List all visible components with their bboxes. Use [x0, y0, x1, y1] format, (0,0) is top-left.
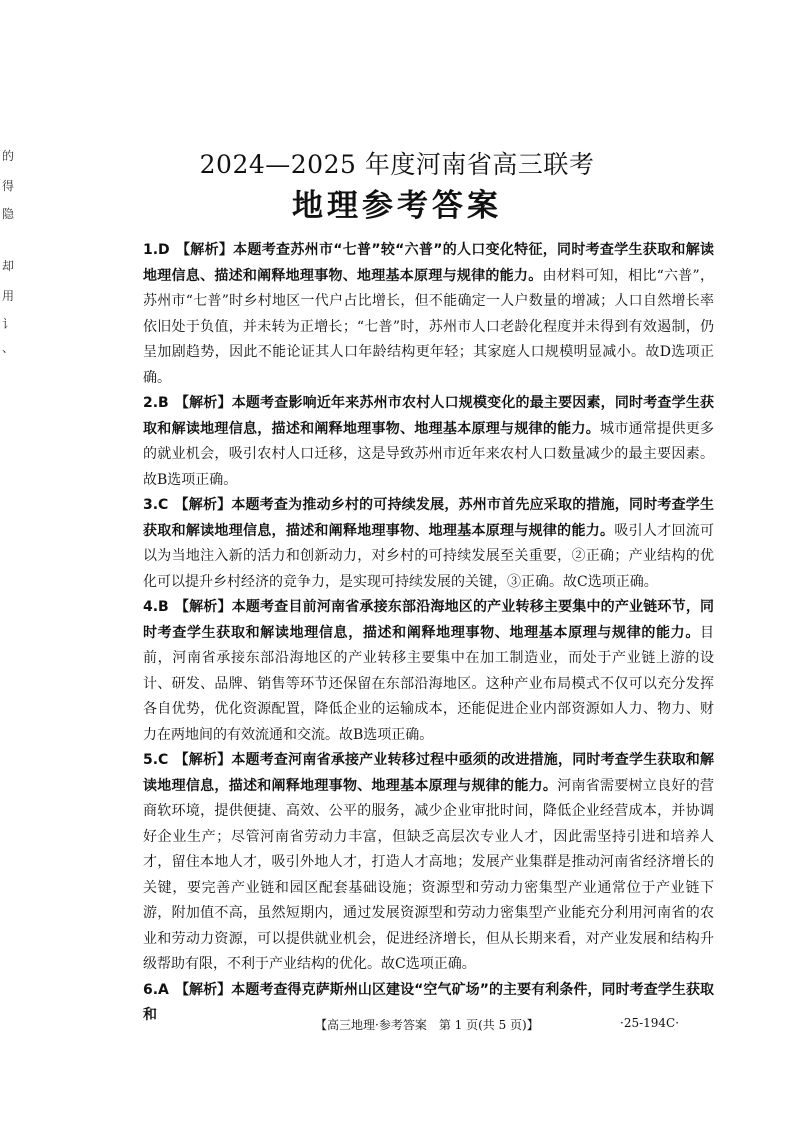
answer-number: 2.B	[143, 395, 169, 411]
margin-note: 却	[2, 259, 15, 273]
answer-number: 1.D	[143, 242, 170, 258]
answer-item	[143, 238, 714, 391]
page-subtitle: 地理参考答案	[292, 188, 502, 224]
margin-note: 用	[2, 289, 15, 303]
margin-note: 得	[2, 179, 15, 193]
answer-focus: 本题考查影响近年来苏州市农村人口规模变化的最主要因素，同时考查学生获取和解读地理信息，描述和阐释地理事物、地理基本原理与规律的能力。	[143, 395, 715, 437]
answer-text: 吸引人才回流可以为当地注入新的活力和创新动力，对乡村的可持续发展至关重要，②正确；产业结构的优化可以提升乡村经济的竞争力，是实现可持续发展的关键，③正确。故C选项正确。	[143, 522, 715, 590]
answer-item	[143, 493, 714, 595]
answer-focus: 本题考查苏州市“七普”较“六普”的人口变化特征，同时考查学生获取和解读地理信息、描述和阐释地理事物、地理基本原理与规律的能力。	[143, 242, 715, 284]
answer-number: 5.C	[143, 752, 169, 768]
answer-number: 4.B	[143, 599, 169, 615]
margin-note: 隐	[2, 207, 15, 221]
answer-number: 3.C	[143, 497, 169, 513]
footer-code: ·25-194C·	[620, 1016, 680, 1030]
analysis-tag: 【解析】	[174, 395, 232, 411]
answer-focus: 本题考查得克萨斯州山区建设“空气矿场”的主要有利条件，同时考查学生获取和	[143, 981, 715, 1023]
answer-item	[143, 748, 714, 978]
analysis-tag: 【解析】	[174, 752, 232, 768]
analysis-tag: 【解析】	[175, 242, 234, 258]
answer-text: 由材料可知，相比“六普”，苏州市“七普”时乡村地区一代户占比增长，但不能确定一人户数量的增减；人口自然增长率依旧处于负值，并未转为正增长；“七普”时，苏州市人口老龄化程度并未得到有效遏制，仍呈加剧趋势，因此不能论证其人口年龄结构更年轻；其家庭人口规模明显减小。故D选项正确。	[143, 267, 714, 386]
answer-item	[143, 391, 714, 493]
answer-number: 6.A	[143, 981, 169, 998]
answer-text: 目前，河南省承接东部沿海地区的产业转移主要集中在加工制造业，而处于产业链上游的设计、研发、品牌、销售等环节还保留在东部沿海地区。这种产业布局模式不仅可以充分发挥各自优势，优化资源配置，降低企业的运输成本，还能促进企业内部资源如人力、物力、财力在两地间的有效流通和交流。故B选项正确。	[143, 624, 714, 743]
analysis-tag: 【解析】	[174, 599, 232, 615]
answer-focus: 本题考查为推动乡村的可持续发展，苏州市首先应采取的措施，同时考查学生获取和解读地理信息，描述和阐释地理事物、地理基本原理与规律的能力。	[143, 497, 715, 539]
margin-note: 的	[2, 149, 15, 163]
answer-item	[143, 595, 714, 748]
answer-list	[143, 238, 714, 1029]
margin-note: 、	[2, 341, 15, 355]
answer-focus: 本题考查河南省承接产业转移过程中亟须的改进措施，同时考查学生获取和解读地理信息，描述和阐释地理事物、地理基本原理与规律的能力。	[143, 752, 715, 794]
answer-text: 城市通常提供更多的就业机会，吸引农村人口迁移，这是导致苏州市近年来农村人口数量减少的最主要因素。故B选项正确。	[143, 420, 715, 488]
answer-focus: 本题考查目前河南省承接东部沿海地区的产业转移主要集中的产业链环节，同时考查学生获取和解读地理信息，描述和阐释地理事物、地理基本原理与规律的能力。	[143, 599, 715, 641]
answer-text: 河南省需要树立良好的营商软环境，提供便捷、高效、公平的服务，减少企业审批时间，降低企业经营成本，并协调好企业生产；尽管河南省劳动力丰富，但缺乏高层次专业人才，因此需坚持引进和培养人才，留住本地人才，吸引外地人才，打造人才高地；发展产业集群是推动河南省经济增长的关键，要完善产业链和园区配套基础设施；资源型和劳动力密集型产业通常位于产业链下游，附加值不高，虽然短期内，通过发展资源型和劳动力密集型产业能充分利用河南省的农业和劳动力资源，可以提供就业机会，促进经济增长，但从长期来看，对产业发展和结构升级帮助有限，不利于产业结构的优化。故C选项正确。	[143, 777, 715, 972]
margin-note: 讠	[2, 317, 15, 331]
footer-page-info: 【高三地理·参考答案 第 1 页(共 5 页)】	[315, 1018, 539, 1032]
analysis-tag: 【解析】	[174, 497, 232, 513]
analysis-tag: 【解析】	[174, 981, 232, 998]
page-title: 2024—2025 年度河南省高三联考	[199, 150, 595, 179]
